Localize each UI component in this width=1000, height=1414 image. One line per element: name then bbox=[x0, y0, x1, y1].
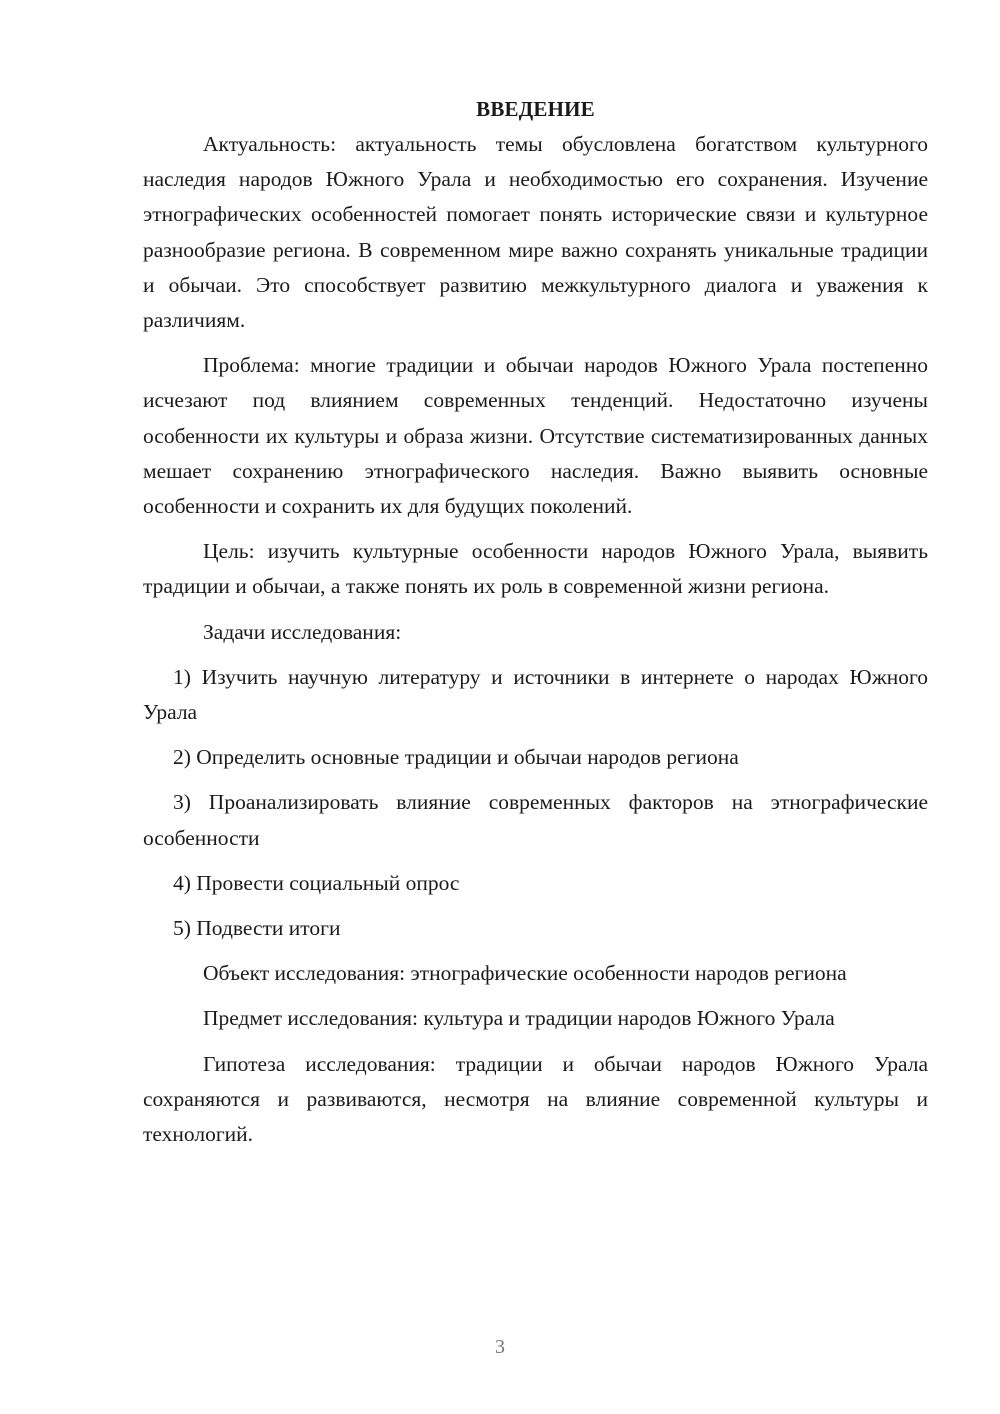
relevance-paragraph: Актуальность: актуальность темы обусловлена богатством культурного наследия народов Южного Урала и необходимостью его сохранения. Изучение этнографических особенностей помогает понять исторические связи и культурное разнообразие региона. В современном мире важно сохранять уникальные традиции и обычаи. Это способствует развитию межкультурного диалога и уважения к различиям. bbox=[143, 132, 928, 333]
task-item-5: 5) Подвести итоги bbox=[173, 916, 341, 941]
hypothesis-paragraph: Гипотеза исследования: традиции и обычаи народов Южного Урала сохраняются и развиваются, несмотря на влияние современной культуры и технологий. bbox=[143, 1051, 928, 1147]
task-item-2: 2) Определить основные традиции и обычаи народов региона bbox=[173, 745, 739, 770]
page-number: 3 bbox=[495, 1336, 505, 1358]
subject-paragraph: Предмет исследования: культура и традиции народов Южного Урала bbox=[203, 1006, 835, 1031]
object-paragraph: Объект исследования: этнографические особенности народов региона bbox=[203, 961, 847, 986]
tasks-heading: Задачи исследования: bbox=[203, 619, 402, 644]
task-item-1: 1) Изучить научную литературу и источники в интернете о народах Южного Урала bbox=[143, 664, 928, 725]
page-content bbox=[143, 92, 928, 1152]
goal-paragraph: Цель: изучить культурные особенности народов Южного Урала, выявить традиции и обычаи, а также понять их роль в современной жизни региона. bbox=[143, 539, 928, 599]
task-item-4: 4) Провести социальный опрос bbox=[173, 870, 460, 895]
problem-paragraph: Проблема: многие традиции и обычаи народов Южного Урала постепенно исчезают под влиянием современных тенденций. Недостаточно изучены особенности их культуры и образа жизни. Отсутствие систематизированных данных мешает сохранению этнографического наследия. Важно выявить основные особенности и сохранить их для будущих поколений. bbox=[143, 353, 928, 519]
section-title: ВВЕДЕНИЕ bbox=[476, 97, 595, 121]
task-item-3: 3) Проанализировать влияние современных факторов на этнографические особенности bbox=[143, 790, 928, 850]
